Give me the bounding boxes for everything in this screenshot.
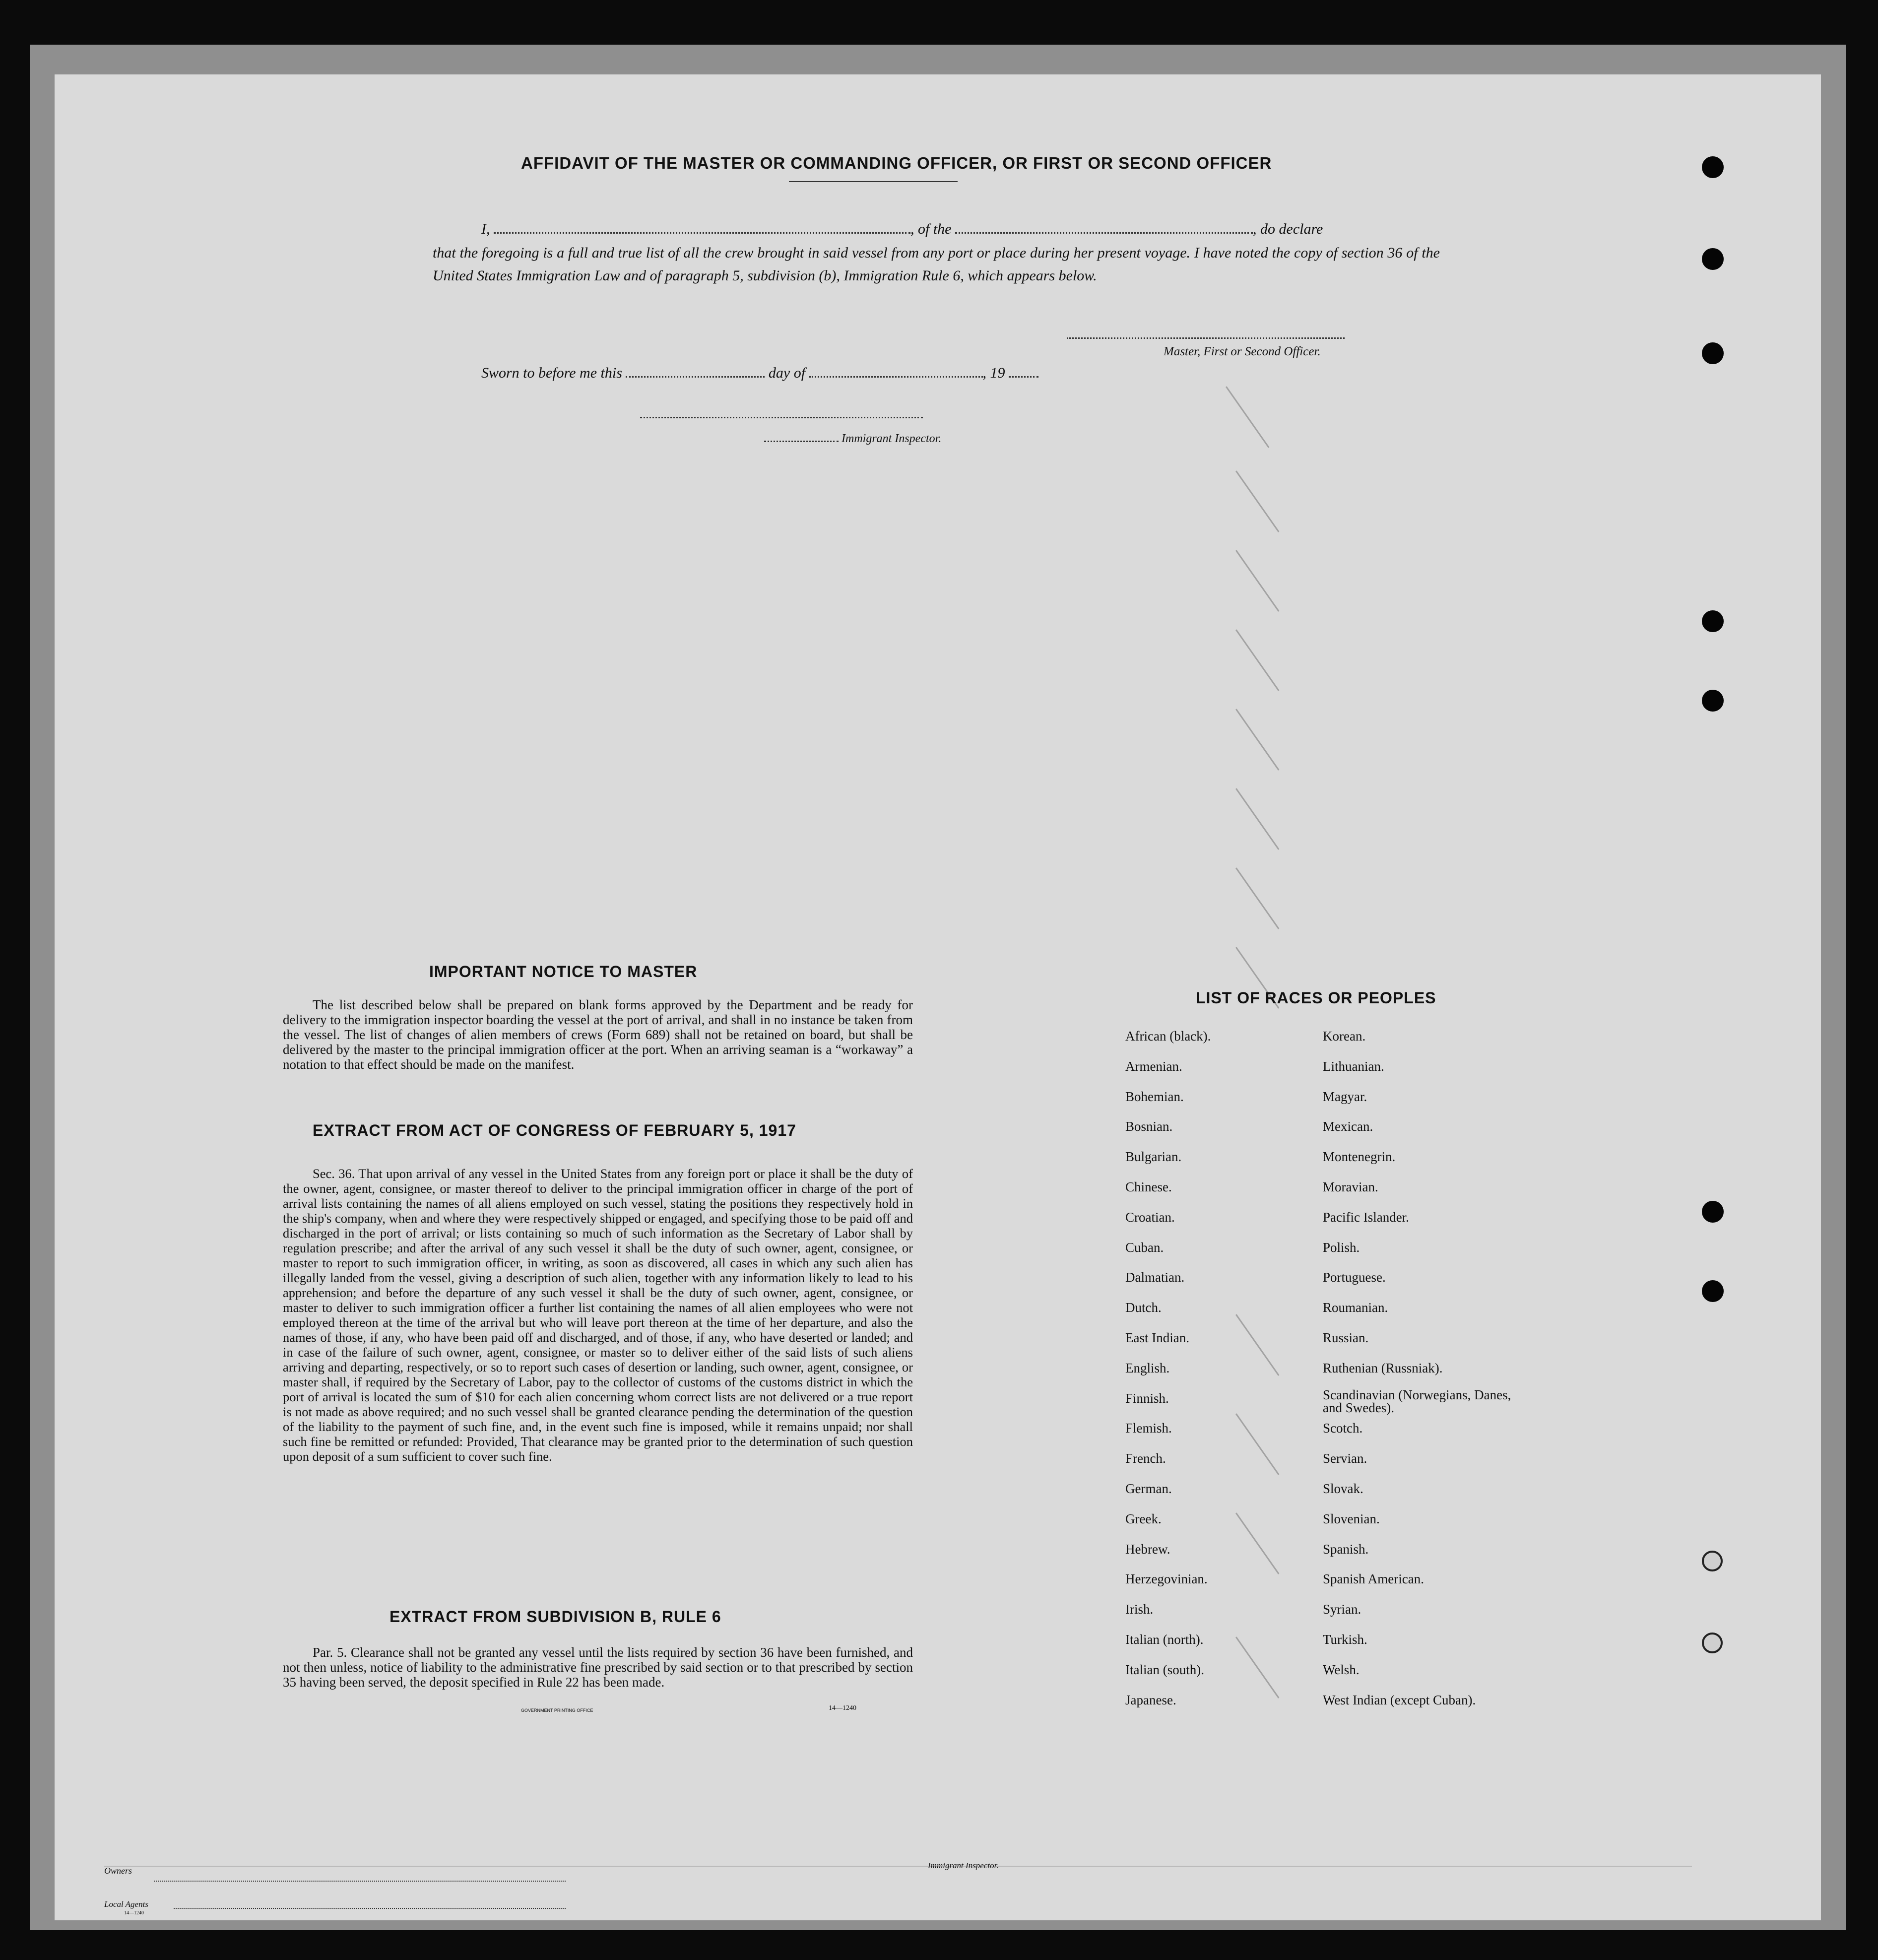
race-item: Servian. (1323, 1451, 1367, 1466)
race-item: Greek. (1125, 1511, 1162, 1526)
race-item: Scotch. (1323, 1421, 1363, 1436)
sworn-year: , 19 (982, 365, 1005, 381)
binder-hole (1702, 1280, 1724, 1302)
ghost-tick-mark (1235, 1413, 1279, 1475)
race-item: Bosnian. (1125, 1119, 1173, 1134)
owners-label: Owners (104, 1866, 132, 1876)
affidavit-body: that the foregoing is a full and true list of all the crew brought in said vessel from any port or place during her present voyage. I have noted the copy of section 36 of the United States Immigration Law and of paragraph 5, subdivision (b), Immigration Rule 6, which appears below. (433, 245, 1440, 284)
binder-hole (1702, 248, 1724, 270)
race-item: West Indian (except Cuban). (1323, 1692, 1476, 1707)
sworn-year-blank (1009, 362, 1038, 378)
bottom-form-number: 14—1240 (124, 1910, 144, 1916)
race-item: Bulgarian. (1125, 1149, 1182, 1165)
race-item: Dutch. (1125, 1300, 1162, 1315)
affidavit-declare: , do declare (1253, 221, 1323, 237)
race-item: Roumanian. (1323, 1300, 1388, 1315)
inspector-blank (764, 432, 839, 442)
race-item: Moravian. (1323, 1179, 1378, 1194)
sworn-prefix: Sworn to before me this (481, 365, 622, 381)
title-rule (789, 181, 958, 182)
agents-line (174, 1908, 566, 1909)
printer-mark: GOVERNMENT PRINTING OFFICE (521, 1708, 593, 1713)
race-item: English. (1125, 1360, 1170, 1375)
race-item: Turkish. (1323, 1632, 1367, 1647)
race-item: Magyar. (1323, 1089, 1367, 1104)
ghost-tick-mark (1235, 470, 1279, 532)
race-item: Pacific Islander. (1323, 1209, 1409, 1225)
ghost-tick-mark (1235, 1314, 1279, 1376)
race-item: Italian (north). (1125, 1632, 1204, 1647)
race-item: Welsh. (1323, 1662, 1360, 1677)
race-item: Mexican. (1323, 1119, 1373, 1134)
race-item: Chinese. (1125, 1179, 1172, 1194)
race-item: Irish. (1125, 1602, 1154, 1617)
race-item: Croatian. (1125, 1209, 1175, 1225)
sworn-day-blank (626, 362, 765, 378)
binder-hole (1702, 342, 1724, 364)
affidavit-i: I, (481, 221, 490, 237)
race-item: Dalmatian. (1125, 1270, 1185, 1285)
race-item: Lithuanian. (1323, 1058, 1384, 1074)
binder-hole (1702, 1201, 1724, 1223)
race-item: German. (1125, 1481, 1172, 1496)
race-item: Bohemian. (1125, 1089, 1184, 1104)
race-item: Ruthenian (Russniak). (1323, 1360, 1443, 1375)
affidavit-of-the: , of the (910, 221, 952, 237)
bottom-inspector-label: Immigrant Inspector. (928, 1861, 999, 1870)
ghost-tick-mark (1235, 709, 1279, 771)
ghost-tick-mark (1235, 1512, 1279, 1574)
race-item: East Indian. (1125, 1330, 1189, 1345)
ghost-tick-mark (1235, 788, 1279, 850)
race-item: Korean. (1323, 1029, 1366, 1044)
race-item: Hebrew. (1125, 1541, 1170, 1557)
ghost-tick-mark (1235, 629, 1279, 691)
form-number: 14—1240 (829, 1704, 856, 1712)
inspector-signature-line (640, 417, 923, 418)
race-item: Italian (south). (1125, 1662, 1204, 1677)
race-item: Spanish American. (1323, 1571, 1424, 1587)
race-item: Finnish. (1125, 1390, 1169, 1406)
signature-line (1067, 337, 1345, 339)
agents-label: Local Agents (104, 1899, 148, 1909)
race-item: Scandinavian (Norwegians, Danes, and Swedes). (1323, 1387, 1511, 1415)
vessel-blank (955, 218, 1253, 234)
sworn-month-blank (809, 362, 983, 378)
inspector-label-wrap (764, 432, 941, 446)
binder-hole (1702, 690, 1724, 712)
race-item: Polish. (1323, 1240, 1360, 1255)
affidavit-line-1 (481, 218, 1323, 238)
ghost-tick-mark (1235, 550, 1279, 612)
ghost-tick-mark (1235, 1636, 1279, 1699)
race-item: Slovak. (1323, 1481, 1363, 1496)
race-item: Portuguese. (1323, 1270, 1386, 1285)
binder-hole (1702, 1633, 1723, 1653)
notice-body: The list described below shall be prepared on blank forms approved by the Department and be ready for delivery to the immigration inspector boarding the vessel at the port of arrival, and shall in no instance be taken from the vessel. The list of changes of alien members of crews (Form 689) shall not be retained on board, but shall be delivered by the master to the principal immigration officer at the port. When an arriving seaman is a “workaway” a notation to that effect should be made on the manifest. (283, 997, 913, 1072)
race-item: Montenegrin. (1323, 1149, 1396, 1165)
notice-title: IMPORTANT NOTICE TO MASTER (429, 963, 698, 980)
race-item: Herzegovinian. (1125, 1571, 1208, 1587)
binder-hole (1702, 610, 1724, 632)
owners-line (154, 1881, 566, 1882)
race-item: Japanese. (1125, 1692, 1176, 1707)
rule-extract-body: Par. 5. Clearance shall not be granted any vessel until the lists required by section 36 have been furnished, and not then unless, notice of liability to the administrative fine prescribed by said section or to that prescribed by section 35 having been served, the deposit specified in Rule 22 has been made. (283, 1645, 913, 1690)
ghost-tick-mark (1226, 386, 1269, 448)
signature-label: Master, First or Second Officer. (1164, 345, 1321, 358)
race-item: Russian. (1323, 1330, 1369, 1345)
bottom-sheet-divider (104, 1866, 1692, 1867)
race-item: Slovenian. (1323, 1511, 1380, 1526)
race-item: Cuban. (1125, 1240, 1164, 1255)
sworn-day-label: day of (768, 365, 806, 381)
ghost-tick-mark (1235, 867, 1279, 929)
race-item: Flemish. (1125, 1421, 1172, 1436)
inspector-label: Immigrant Inspector. (842, 432, 942, 445)
act-extract-title: EXTRACT FROM ACT OF CONGRESS OF FEBRUARY 5, 1917 (313, 1121, 796, 1139)
binder-hole (1702, 156, 1724, 178)
binder-hole (1702, 1551, 1723, 1571)
rule-extract-title: EXTRACT FROM SUBDIVISION B, RULE 6 (389, 1608, 721, 1626)
race-item: French. (1125, 1451, 1166, 1466)
form-page (55, 74, 1821, 1920)
race-item: Spanish. (1323, 1541, 1369, 1557)
name-blank (494, 218, 910, 234)
act-extract-body: Sec. 36. That upon arrival of any vessel in the United States from any foreign port or place it shall be the duty of the owner, agent, consignee, or master thereof to deliver to the principal immigration officer in charge of the port of arrival lists containing the names of all aliens employed on such vessel, stating the positions they respectively hold in the ship's company, when and where they were respectively shipped or engaged, and specifying those to be paid off and discharged in the port of arrival; or lists containing so much of such information as the Secretary of Labor shall by regulation prescribe; and after the arrival of any such vessel it shall be the duty of such owner, agent, consignee, or master to report to such immigration officer, in writing, as soon as discovered, all cases in which any such alien has illegally landed from the vessel, giving a description of such alien, together with any information likely to lead to his apprehension; and before the departure of any such vessel it shall be the duty of such owner, agent, consignee, or master to deliver to such immigration officer a further list containing the names of all alien employees who were not employed thereon at the time of the arrival but who will leave port thereon at the time of her departure, and also the names of those, if any, who have been paid off and discharged, and of those, if any, who have deserted or landed; and in case of the failure of such owner, agent, consignee, or master so to deliver either of the said lists of such aliens arriving and departing, respectively, or so to report such cases of desertion or landing, such owner, agent, consignee, or master shall, if required by the Secretary of Labor, pay to the collector of customs of the customs district in which the port of arrival is located the sum of $10 for each alien concerning whom correct lists are not delivered or a true report is not made as above required; and no such vessel shall be granted clearance pending the determination of the question of the liability to the payment of such fine, and, in the event such fine is imposed, while it remains unpaid; nor shall such fine be remitted or refunded: Provided, That clearance may be granted prior to the determination of such question upon deposit of a sum sufficient to cover such fine. (283, 1166, 913, 1464)
race-item: African (black). (1125, 1029, 1211, 1044)
sworn-line (481, 362, 1038, 382)
affidavit-title: AFFIDAVIT OF THE MASTER OR COMMANDING OFFICER, OR FIRST OR SECOND OFFICER (521, 154, 1272, 172)
race-item: Syrian. (1323, 1602, 1361, 1617)
races-title: LIST OF RACES OR PEOPLES (1196, 989, 1436, 1007)
race-item: Armenian. (1125, 1058, 1182, 1074)
